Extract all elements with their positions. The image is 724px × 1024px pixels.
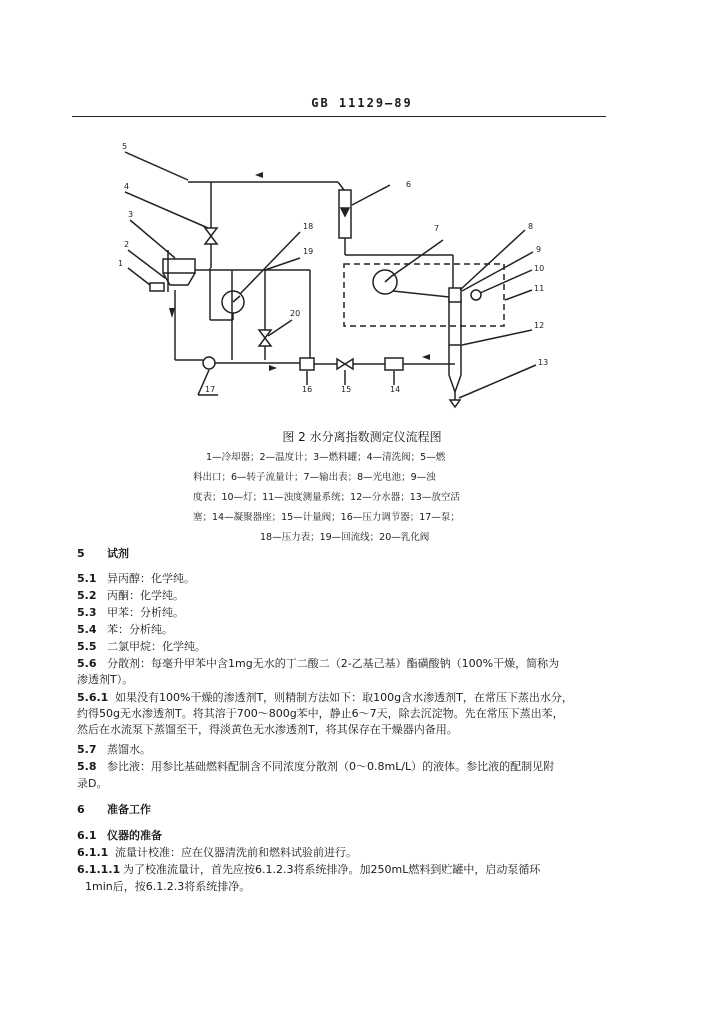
- clause-5-2: [77, 587, 184, 603]
- leader-13: [459, 365, 536, 398]
- clause-text: 苯：分析纯。: [107, 623, 173, 636]
- section-5-heading: [77, 545, 129, 561]
- clause-text: 蒸馏水。: [107, 743, 151, 756]
- clause-text: 异丙醇：化学纯。: [107, 572, 195, 585]
- clause-5-8-continued: 录D。: [77, 777, 108, 790]
- section-6-heading: [77, 801, 151, 817]
- leader-12: [462, 330, 532, 345]
- section-number: 6: [77, 803, 85, 816]
- photocell: [449, 288, 461, 302]
- clause-5-5: [77, 638, 206, 654]
- clause-number: 5.7: [77, 743, 97, 756]
- clause-5-6-continued: 渗透剂T）。: [77, 673, 134, 686]
- label-4: 4: [124, 182, 130, 191]
- coalescer-holder: [385, 358, 403, 370]
- label-5: 5: [122, 142, 128, 151]
- flow-arrow-icon-2: [169, 308, 175, 318]
- clause-text: 甲苯：分析纯。: [107, 606, 184, 619]
- vent-cock-icon: [450, 400, 460, 407]
- clause-6-1-1-1-continued: 1min后，按6.1.2.3将系统排净。: [85, 880, 251, 893]
- section-number: 5: [77, 547, 85, 560]
- flow-arrow-icon-3: [269, 365, 277, 371]
- clause-number: 5.2: [77, 589, 97, 602]
- label-11: 11: [534, 284, 545, 293]
- clause-text: 参比液：用参比基础燃料配制含不同浓度分散剂（0～0.8mL/L）的液体。参比液的配制见附: [107, 760, 555, 773]
- separator-cone: [449, 345, 461, 392]
- label-1: 1: [118, 259, 124, 268]
- clause-number: 5.5: [77, 640, 97, 653]
- clause-5-1: [77, 570, 195, 586]
- clause-5-8: [77, 758, 554, 774]
- leader-7: [392, 240, 443, 276]
- clause-5-7: [77, 741, 151, 757]
- meter-to-cell: [393, 291, 449, 297]
- clause-number: 5.6: [77, 657, 97, 670]
- clause-text: 流量计校准：应在仪器清洗前和燃料试验前进行。: [115, 846, 357, 859]
- clause-6-1-1-1: [77, 861, 540, 877]
- label-14: 14: [390, 385, 401, 394]
- clause-5-6: [77, 655, 559, 671]
- section-title: 准备工作: [107, 803, 151, 816]
- clause-number: 5.6.1: [77, 691, 109, 704]
- leader-20: [268, 320, 292, 336]
- clause-6-1-1: [77, 844, 357, 860]
- clause-text: 二氯甲烷：化学纯。: [107, 640, 206, 653]
- flow-arrow-icon-4: [422, 354, 430, 360]
- clause-text: 分散剂：每毫升甲苯中含1mg无水的丁二酸二（2-乙基己基）酯磺酸钠（100%干燥，简称为: [107, 657, 560, 670]
- metering-valve-icon-right: [345, 359, 353, 369]
- legend-line: 料出口；6—转子流量计；7—输出表；8—光电池；9—浊: [193, 472, 436, 483]
- clause-5-4: [77, 621, 173, 637]
- clause-text: 如果没有100%干燥的渗透剂T，则精制方法如下：取100g含水渗透剂T，在常压下蒸出水分，: [115, 691, 573, 704]
- legend-line: 塞；14—凝聚器座；15—计量阀；16—压力调节器；17—泵；: [193, 512, 460, 523]
- label-9: 9: [536, 245, 542, 254]
- label-20: 20: [290, 309, 301, 318]
- label-15: 15: [341, 385, 352, 394]
- leader-5: [125, 152, 188, 180]
- figure-caption: 图 2 水分离指数测定仪流程图: [282, 430, 442, 444]
- clause-number: 5.1: [77, 572, 97, 585]
- header-rule: [72, 116, 606, 117]
- label-16: 16: [302, 385, 313, 394]
- label-17: 17: [205, 385, 216, 394]
- cooler: [150, 283, 164, 291]
- legend-line: 度表；10—灯；11—浊度测量系统；12—分水器；13—放空活: [193, 492, 460, 503]
- leader-2: [128, 250, 165, 278]
- outlet-bend: [338, 182, 344, 190]
- clause-5-3: [77, 604, 184, 620]
- standard-code-header: GB 11129—89: [311, 96, 413, 110]
- leader-6: [352, 185, 390, 205]
- clause-number: 5.8: [77, 760, 97, 773]
- leader-11: [505, 290, 532, 300]
- clause-number: 5.4: [77, 623, 97, 636]
- clause-number: 6.1.1: [77, 846, 109, 859]
- label-19: 19: [303, 247, 314, 256]
- label-7: 7: [434, 224, 440, 233]
- pressure-regulator: [300, 358, 314, 370]
- clause-title: 仪器的准备: [107, 829, 162, 842]
- cleaning-valve-icon-lower: [205, 236, 217, 244]
- emulsifier-valve-icon-lower: [259, 338, 271, 346]
- label-12: 12: [534, 321, 545, 330]
- leader-18: [240, 232, 300, 294]
- leader-3: [130, 220, 175, 258]
- lamp-icon: [471, 290, 481, 300]
- label-6: 6: [406, 180, 412, 189]
- clause-5-6-1-continued-2: 然后在水流泵下蒸馏至干，得淡黄色无水渗透剂T，将其保存在干燥器内备用。: [77, 723, 458, 736]
- clause-text: 丙酮：化学纯。: [107, 589, 184, 602]
- legend-line: 18—压力表；19—回流线；20—乳化阀: [260, 532, 430, 543]
- flow-arrow-icon: [255, 172, 263, 178]
- leader-8: [460, 230, 525, 290]
- clause-number: 6.1: [77, 829, 97, 842]
- label-3: 3: [128, 210, 134, 219]
- clause-5-6-1-continued: 约得50g无水渗透剂T。将其溶于700～800g苯中，静止6～7天，除去沉淀物。先在常压下蒸出苯，: [77, 707, 564, 720]
- leader-19: [265, 258, 300, 270]
- leader-10: [480, 270, 532, 293]
- section-title: 试剂: [107, 547, 129, 560]
- label-13: 13: [538, 358, 549, 367]
- label-18: 18: [303, 222, 314, 231]
- clause-5-6-1: [77, 689, 573, 705]
- clause-number: 6.1.1.1: [77, 863, 121, 876]
- leader-4: [125, 192, 208, 228]
- legend-line: 1—冷却器；2—温度计；3—燃料罐；4—清洗阀；5—燃: [206, 452, 446, 463]
- water-separator: [449, 300, 461, 345]
- label-8: 8: [528, 222, 534, 231]
- flow-diagram: [0, 125, 724, 425]
- label-2: 2: [124, 240, 130, 249]
- leader-1: [128, 268, 150, 285]
- pump-icon: [203, 357, 215, 369]
- clause-number: 5.3: [77, 606, 97, 619]
- label-10: 10: [534, 264, 545, 273]
- clause-text: 为了校准流量计，首先应按6.1.2.3将系统排净。加250mL燃料到贮罐中，启动泵循环: [123, 863, 541, 876]
- clause-6-1: [77, 827, 162, 843]
